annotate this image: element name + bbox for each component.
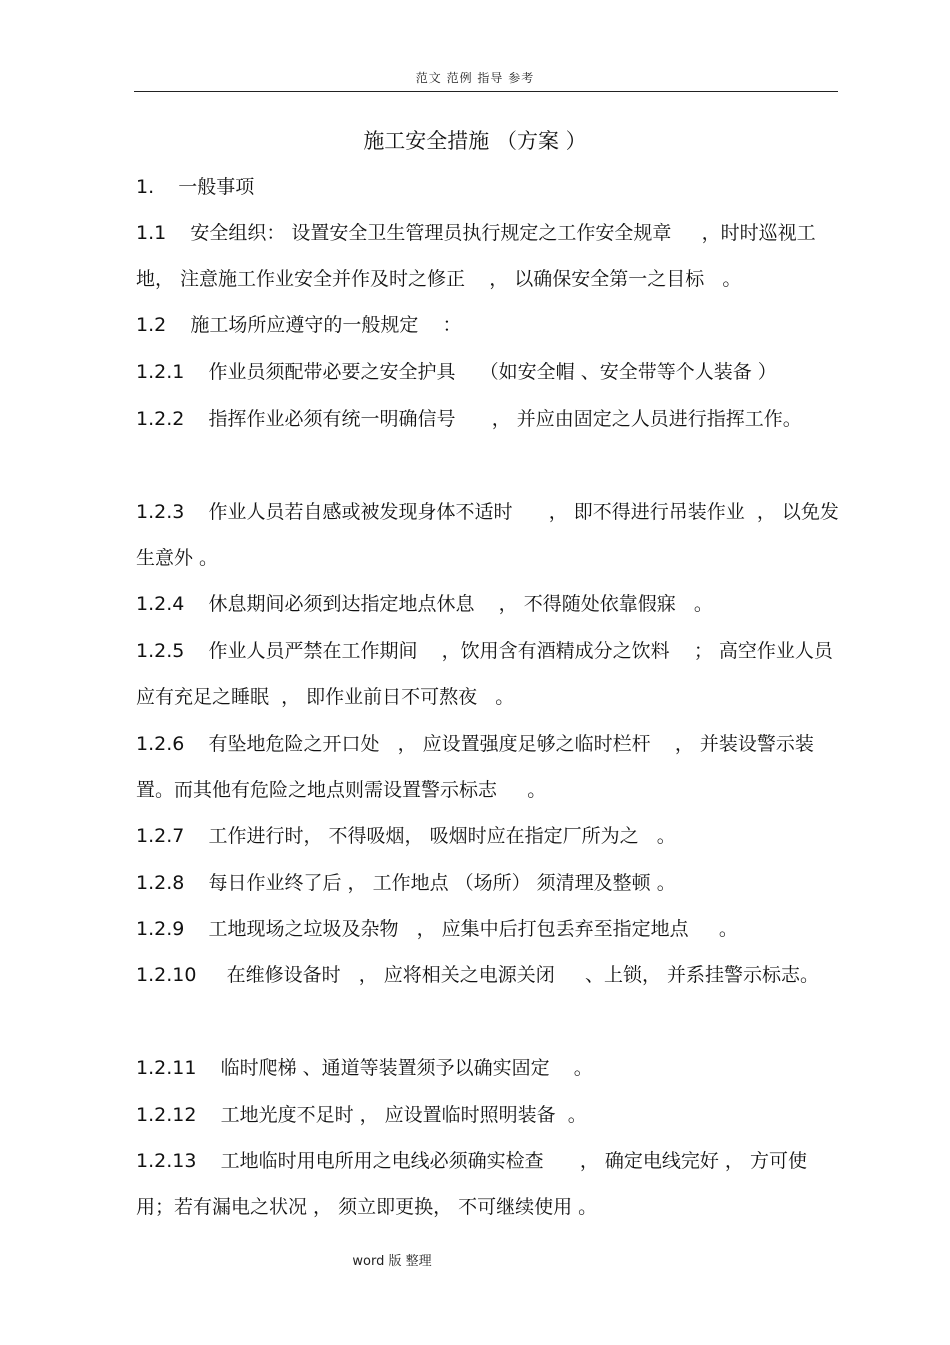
- paragraph-1-2-6: 1.2.6 有坠地危险之开口处 ， 应设置强度足够之临时栏杆 ， 并装设警示装置。而其他有危险之地点则需设置警示标志 。: [136, 733, 814, 801]
- paragraph-1-2-7: 1.2.7 工作进行时， 不得吸烟， 吸烟时应在指定厂所为之 。: [136, 825, 676, 847]
- header-divider: [134, 91, 838, 92]
- page-footer: word 版 整理: [352, 1254, 432, 1269]
- paragraph-1-2-10: 1.2.10 在维修设备时 ， 应将相关之电源关闭 、上锁， 并系挂警示标志。: [136, 964, 820, 986]
- paragraph-1-2-2: 1.2.2 指挥作业必须有统一明确信号 ， 并应由固定之人员进行指挥工作。: [136, 408, 802, 430]
- paragraph-1-2-8: 1.2.8 每日作业终了后 ， 工作地点 （场所） 须清理及整顿 。: [136, 872, 676, 894]
- document-title: 施工安全措施 （方案 ）: [363, 129, 587, 153]
- paragraph-1-2-1: 1.2.1 作业员须配带必要之安全护具 （如安全帽 、安全带等个人装备 ）: [136, 361, 777, 383]
- paragraph-1-2: 1.2 施工场所应遵守的一般规定 ：: [136, 314, 462, 336]
- page-header: 范文 范例 指导 参考: [415, 71, 535, 85]
- paragraph-1-2-5: 1.2.5 作业人员严禁在工作期间 ，饮用含有酒精成分之饮料 ； 高空作业人员应有充足之睡眠 ， 即作业前日不可熬夜 。: [136, 640, 833, 708]
- paragraph-1-2-3: 1.2.3 作业人员若自感或被发现身体不适时 ， 即不得进行吊装作业 ， 以免发生意外 。: [136, 501, 839, 569]
- section-1: 1. 一般事项: [136, 176, 255, 198]
- paragraph-1-2-11: 1.2.11 临时爬梯 、通道等装置须予以确实固定 。: [136, 1057, 593, 1079]
- paragraph-1-2-4: 1.2.4 休息期间必须到达指定地点休息 ， 不得随处依靠假寐 。: [136, 593, 713, 615]
- paragraph-1-2-12: 1.2.12 工地光度不足时 ， 应设置临时照明装备 。: [136, 1104, 587, 1126]
- paragraph-1-2-9: 1.2.9 工地现场之垃圾及杂物 ， 应集中后打包丢弃至指定地点 。: [136, 918, 738, 940]
- paragraph-1-1: 1.1 安全组织： 设置安全卫生管理员执行规定之工作安全规章 ，时时巡视工地， 注意施工作业安全并作及时之修正 ， 以确保安全第一之目标 。: [136, 222, 816, 290]
- paragraph-1-2-13: 1.2.13 工地临时用电所用之电线必须确实检查 ， 确定电线完好 ， 方可使用；若有漏电之状况 ， 须立即更换， 不可继续使用 。: [136, 1150, 807, 1218]
